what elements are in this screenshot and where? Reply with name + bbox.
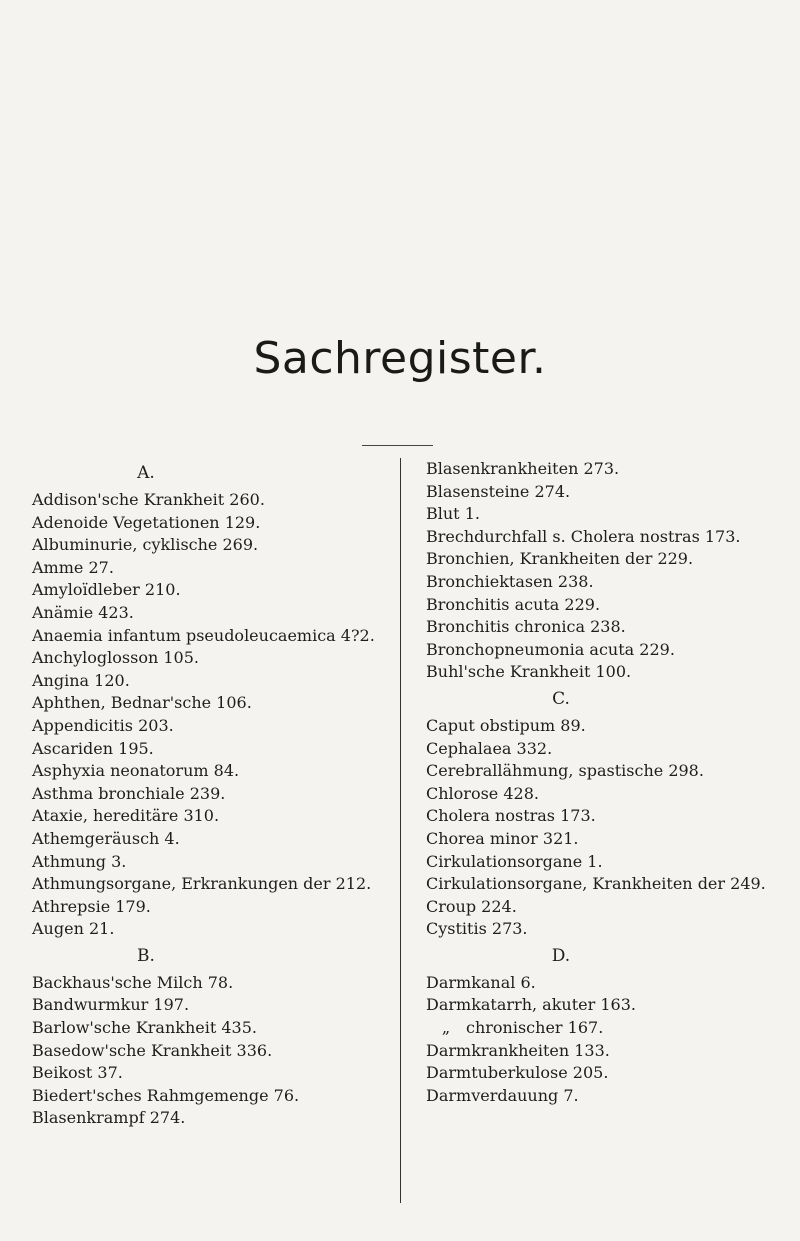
- index-entry: Blut 1.: [426, 504, 480, 524]
- index-entry: Asphyxia neonatorum 84.: [32, 761, 240, 781]
- index-entry: Cerebrallähmung, spastische 298.: [426, 761, 704, 781]
- index-entry: Croup 224.: [426, 896, 517, 916]
- index-entry: Angina 120.: [32, 670, 130, 690]
- index-entry: Cystitis 273.: [426, 919, 528, 939]
- index-entry: Caput obstipum 89.: [426, 715, 586, 735]
- index-entry: Beikost 37.: [32, 1063, 123, 1083]
- index-entry: Chorea minor 321.: [426, 828, 579, 848]
- index-entry: Cirkulationsorgane 1.: [426, 851, 603, 871]
- index-entry: Bronchitis acuta 229.: [426, 594, 601, 614]
- section-letter-d: D.: [551, 945, 571, 966]
- index-entry: Athemgeräusch 4.: [32, 828, 180, 848]
- index-entry: Cirkulationsorgane, Krankheiten der 249.: [426, 874, 766, 894]
- index-entry: Chlorose 428.: [426, 783, 539, 803]
- index-entry: Anämie 423.: [32, 602, 134, 622]
- index-entry: Cholera nostras 173.: [426, 806, 596, 826]
- index-entry: Amme 27.: [32, 557, 114, 577]
- section-letter-c: C.: [552, 688, 570, 709]
- index-entry: Athmungsorgane, Erkrankungen der 212.: [32, 874, 372, 894]
- index-entry: Addison'sche Krankheit 260.: [32, 490, 265, 509]
- index-entry: Augen 21.: [32, 919, 115, 939]
- index-entry: Anaemia infantum pseudoleucaemica 4?2.: [32, 625, 375, 645]
- index-column-left: [16, 458, 396, 1130]
- index-entry: Brechdurchfall s. Cholera nostras 173.: [426, 526, 741, 546]
- index-entry-ditto: [426, 1017, 781, 1040]
- index-entry: Basedow'sche Krankheit 336.: [32, 1040, 273, 1060]
- index-entry: Blasenkrankheiten 273.: [426, 459, 620, 478]
- index-entry: Cephalaea 332.: [426, 738, 553, 758]
- index-entry: Darmkatarrh, akuter 163.: [426, 995, 636, 1015]
- index-entry: Darmkanal 6.: [426, 972, 536, 992]
- index-entry: Bronchiektasen 238.: [426, 571, 594, 591]
- section-letter-b: B.: [137, 945, 155, 966]
- index-entry: Bronchitis chronica 238.: [426, 617, 626, 637]
- index-entry: Ataxie, hereditäre 310.: [32, 806, 220, 826]
- index-entry: Darmkrankheiten 133.: [426, 1040, 610, 1060]
- index-column-right: [400, 458, 781, 1203]
- index-entry: Bronchopneumonia acuta 229.: [426, 639, 675, 659]
- index-entry: Ascariden 195.: [32, 738, 154, 758]
- index-entry-text: chronischer 167.: [466, 1018, 604, 1038]
- index-entry: Backhaus'sche Milch 78.: [32, 972, 234, 992]
- index-entry: Biedert'sches Rahmgemenge 76.: [32, 1085, 300, 1105]
- index-entry: Athrepsie 179.: [32, 896, 151, 916]
- index-entry: Blasensteine 274.: [426, 481, 571, 501]
- title-rule: [362, 445, 433, 446]
- index-entry: Bronchien, Krankheiten der 229.: [426, 549, 694, 569]
- index-entry: Bandwurmkur 197.: [32, 995, 190, 1015]
- section-letter-a: A.: [137, 463, 155, 483]
- index-entry: Aphthen, Bednar'sche 106.: [32, 693, 252, 713]
- index-entry: Buhl'sche Krankheit 100.: [426, 662, 632, 682]
- page-title: Sachregister.: [253, 333, 547, 384]
- index-entry: Barlow'sche Krankheit 435.: [32, 1018, 257, 1038]
- index-entry: Anchyloglosson 105.: [32, 648, 199, 668]
- index-entry: Blasenkrampf 274.: [32, 1108, 186, 1128]
- index-entry: Asthma bronchiale 239.: [32, 783, 226, 803]
- index-entry: Appendicitis 203.: [32, 715, 174, 735]
- index-entry: Darmverdauung 7.: [426, 1085, 579, 1105]
- ditto-mark: „: [441, 1018, 451, 1038]
- index-entry: Darmtuberkulose 205.: [426, 1063, 609, 1083]
- index-entry: Athmung 3.: [32, 851, 127, 871]
- index-entry: Amyloïdleber 210.: [32, 580, 181, 600]
- index-entry: Albuminurie, cyklische 269.: [32, 535, 259, 555]
- index-entry: Adenoide Vegetationen 129.: [32, 512, 261, 532]
